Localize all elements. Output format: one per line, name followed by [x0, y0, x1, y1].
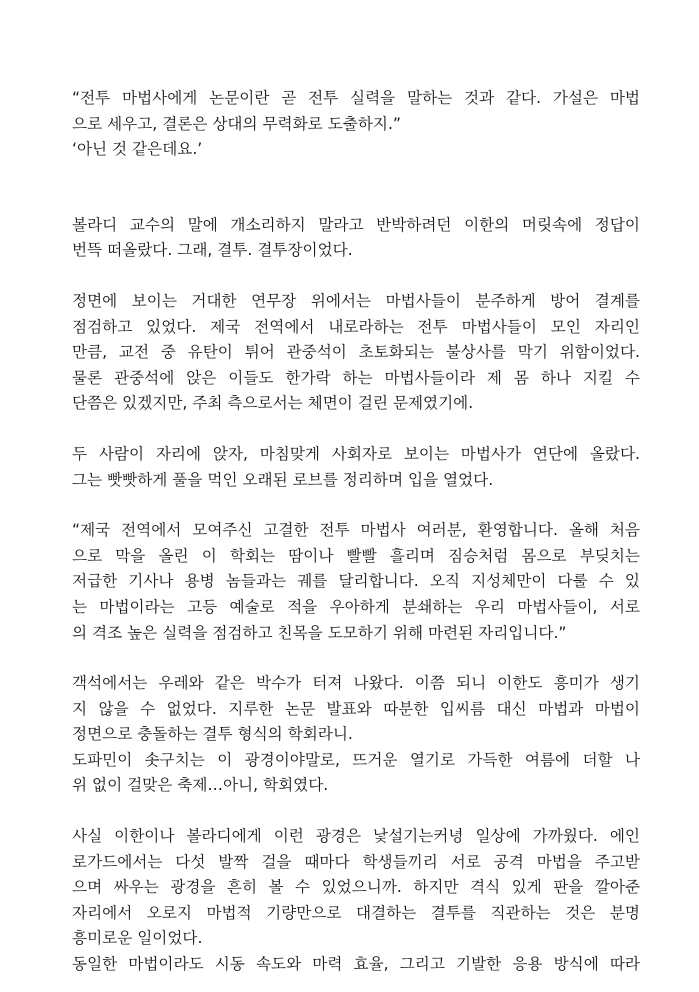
- text-line: 동일한 마법이라도 시동 속도와 마력 효율, 그리고 기발한 응용 방식에 따라: [72, 955, 640, 974]
- paragraph-5: [72, 518, 640, 646]
- text-line: 로가드에서는 다섯 발짝 걸을 때마다 학생들끼리 서로 공격 마법을 주고받: [72, 852, 640, 871]
- paragraph-6: [72, 671, 640, 799]
- paragraph-1: [72, 86, 640, 163]
- paragraph-spacer: [72, 417, 640, 442]
- text-line: 지 않을 수 없었다. 지루한 논문 발표와 따분한 입씨름 대신 마법과 마법이: [72, 699, 640, 718]
- paragraph-3: [72, 289, 640, 417]
- text-line: 두 사람이 자리에 앉자, 마침맞게 사회자로 보이는 마법사가 연단에 올랐다.: [72, 444, 640, 463]
- text-line: 단쯤은 있겠지만, 주최 측으로서는 체면이 걸린 문제였기에.: [72, 394, 474, 413]
- text-line: 정면에 보이는 거대한 연무장 위에서는 마법사들이 분주하게 방어 결계를: [72, 291, 640, 310]
- document-page: [72, 86, 640, 978]
- text-line: 자리에서 오로지 마법적 기량만으로 대결하는 결투를 직관하는 것은 분명: [72, 903, 640, 922]
- paragraph-4: [72, 442, 640, 493]
- text-line: 는 마법이라는 고등 예술로 적을 우아하게 분쇄하는 우리 마법사들이, 서로: [72, 597, 640, 616]
- text-line: 볼라디 교수의 말에 개소리하지 말라고 반박하려던 이한의 머릿속에 정답이: [72, 215, 640, 234]
- text-line: 흥미로운 일이었다.: [72, 929, 203, 948]
- text-line: 사실 이한이나 볼라디에게 이런 광경은 낯설기는커녕 일상에 가까웠다. 에인: [72, 827, 640, 846]
- text-line: “전투 마법사에게 논문이란 곧 전투 실력을 말하는 것과 같다. 가설은 마법: [72, 89, 640, 107]
- text-line: 정면으로 충돌하는 결투 형식의 학회라니.: [72, 725, 353, 744]
- text-line: 위 없이 걸맞은 축제…아니, 학회였다.: [72, 776, 329, 795]
- text-line: 번뜩 떠올랐다. 그래, 결투. 결투장이었다.: [72, 241, 353, 260]
- text-line: 객석에서는 우레와 같은 박수가 터져 나왔다. 이쯤 되니 이한도 흥미가 생기: [72, 674, 640, 693]
- paragraph-7: [72, 824, 640, 978]
- paragraph-spacer: [72, 163, 640, 213]
- text-line: 점검하고 있었다. 제국 전역에서 내로라하는 전투 마법사들이 모인 자리인: [72, 317, 640, 336]
- text-line: 도파민이 솟구치는 이 광경이야말로, 뜨거운 열기로 가득한 여름에 더할 나: [72, 750, 640, 769]
- paragraph-spacer: [72, 799, 640, 824]
- text-line: “제국 전역에서 모여주신 고결한 전투 마법사 여러분, 환영합니다. 올해 처음: [72, 521, 640, 540]
- text-line: 그는 빳빳하게 풀을 먹인 오래된 로브를 정리하며 입을 열었다.: [72, 470, 494, 489]
- text-line: 으로 세우고, 결론은 상대의 무력화로 도출하지.”: [72, 114, 401, 133]
- text-line: 의 격조 높은 실력을 점검하고 친목을 도모하기 위해 마련된 자리입니다.”: [72, 623, 567, 642]
- paragraph-2: [72, 213, 640, 264]
- paragraph-spacer: [72, 646, 640, 671]
- paragraph-spacer: [72, 493, 640, 518]
- text-line: 으로 막을 올린 이 학회는 땀이나 빨빨 흘리며 짐승처럼 몸으로 부딪치는: [72, 546, 640, 565]
- text-line: 물론 관중석에 앉은 이들도 한가락 하는 마법사들이라 제 몸 하나 지킬 수: [72, 368, 640, 387]
- text-line: 저급한 기사나 용병 놈들과는 궤를 달리합니다. 오직 지성체만이 다룰 수 있: [72, 572, 640, 591]
- paragraph-spacer: [72, 264, 640, 289]
- text-line: ‘아닌 것 같은데요.’: [72, 140, 203, 159]
- text-line: 만큼, 교전 중 유탄이 튀어 관중석이 초토화되는 불상사를 막기 위함이었다.: [72, 343, 640, 362]
- text-line: 으며 싸우는 광경을 흔히 볼 수 있었으니까. 하지만 격식 있게 판을 깔아준: [72, 878, 640, 897]
